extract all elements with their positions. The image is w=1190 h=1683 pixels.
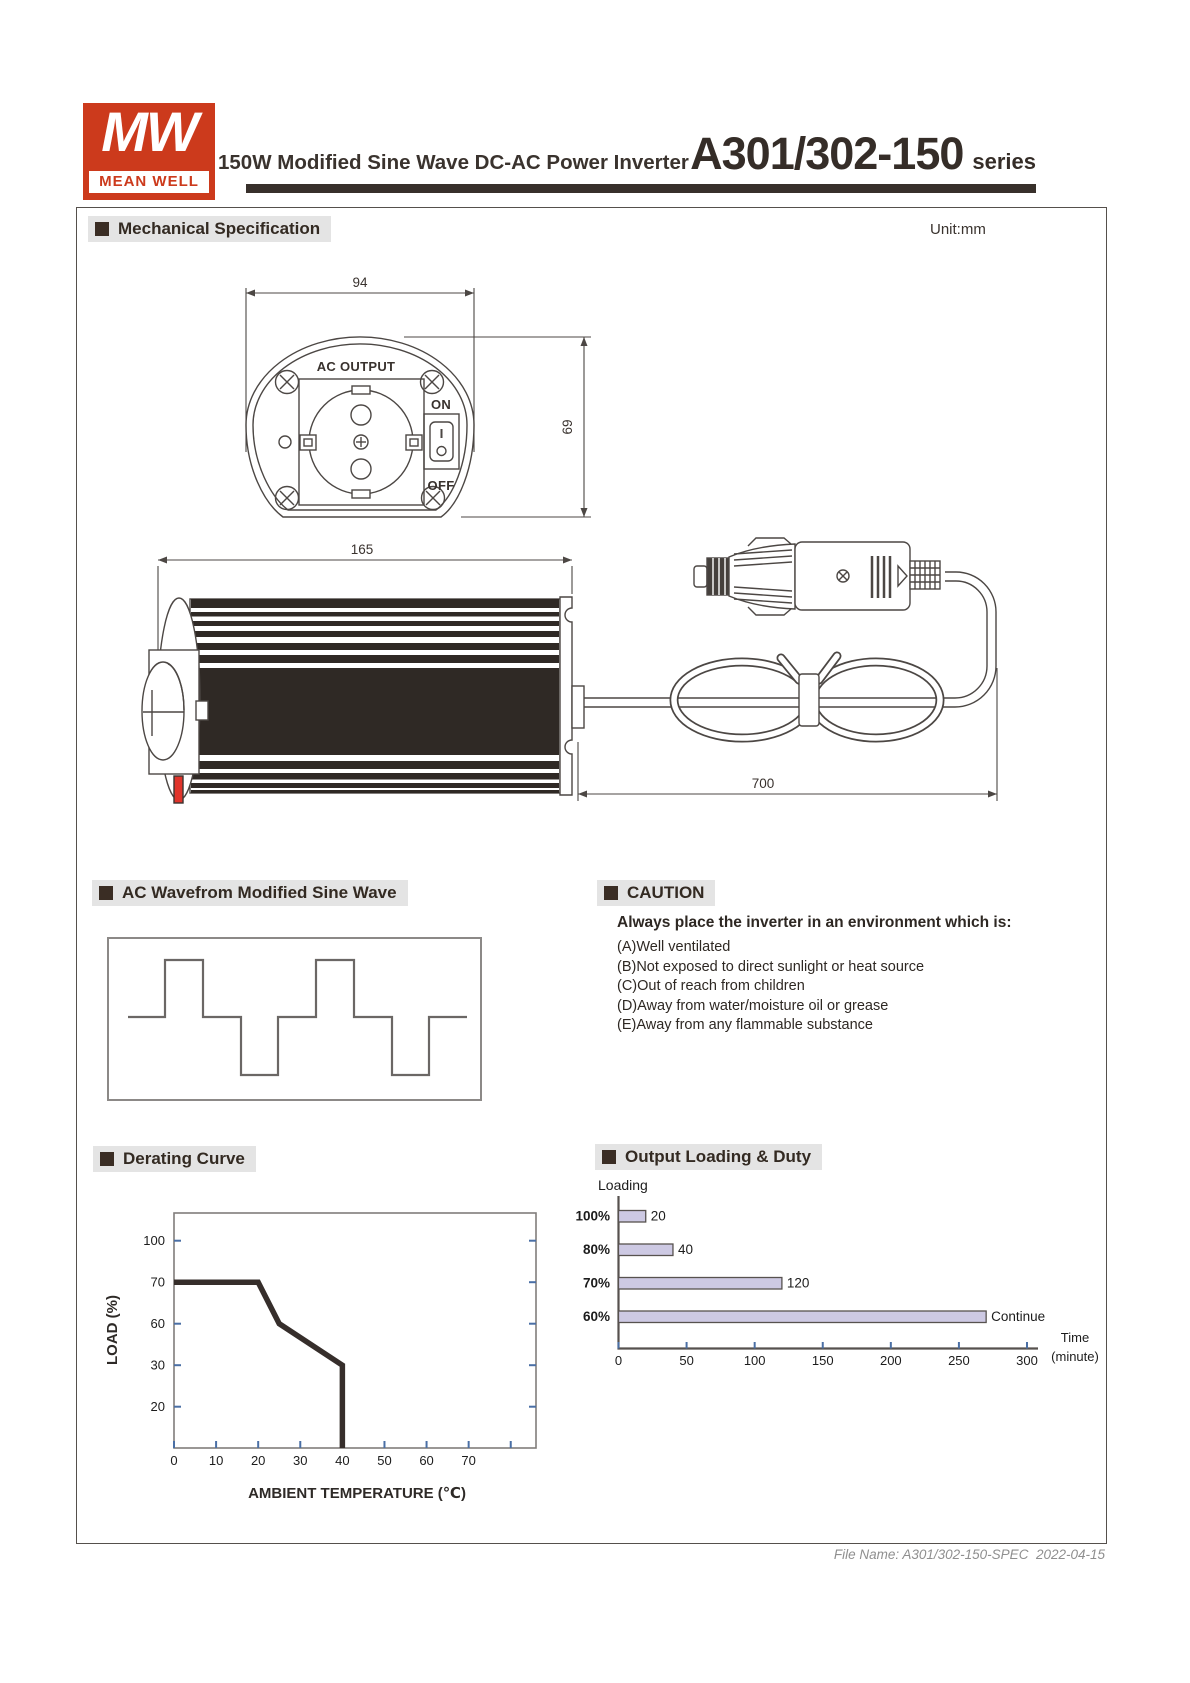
section-ac-waveform: [92, 880, 408, 906]
caution-item: (C)Out of reach from children: [617, 978, 805, 994]
svg-text:70%: 70%: [582, 1275, 610, 1291]
section-output-loading-duty: [595, 1144, 822, 1170]
section-bullet-icon: [95, 222, 109, 236]
svg-text:40: 40: [677, 1242, 693, 1257]
section-mechanical-specification: [88, 216, 331, 242]
svg-text:0: 0: [614, 1353, 623, 1368]
meanwell-logo: [83, 100, 215, 200]
duty-y-axis-label: Loading: [598, 1177, 648, 1193]
section-title: Derating Curve: [123, 1149, 245, 1168]
svg-text:60: 60: [419, 1453, 434, 1468]
switch-off-label: OFF: [427, 478, 455, 493]
section-bullet-icon: [99, 886, 113, 900]
svg-text:80%: 80%: [582, 1242, 610, 1257]
caution-list: [617, 938, 924, 1036]
svg-text:0: 0: [170, 1453, 178, 1468]
section-title: Mechanical Specification: [118, 219, 321, 238]
svg-text:30: 30: [150, 1357, 165, 1373]
caution-intro: Always place the inverter in an environment which is:: [617, 914, 1012, 931]
svg-text:10: 10: [208, 1453, 224, 1468]
dim-body-length: 165: [350, 542, 374, 557]
derating-plot-area: [143, 1233, 536, 1468]
duty-plot-area: [575, 1209, 1045, 1369]
dim-cable-length: 700: [751, 776, 775, 791]
cigarette-lighter-plug: [694, 538, 940, 615]
section-title: Output Loading & Duty: [625, 1147, 812, 1166]
caution-item: (A)Well ventilated: [617, 939, 731, 955]
caution-item: (E)Away from any flammable substance: [617, 1017, 874, 1033]
model-title: [560, 128, 1036, 179]
caution-item: (B)Not exposed to direct sunlight or heat source: [617, 958, 925, 975]
section-title: AC Wavefrom Modified Sine Wave: [122, 883, 397, 902]
meanwell-logo-brand: MEAN WELL: [89, 171, 209, 193]
svg-text:60%: 60%: [582, 1309, 610, 1324]
unit-note: Unit:mm: [930, 221, 986, 238]
derating-x-axis-label: AMBIENT TEMPERATURE (℃): [248, 1485, 466, 1502]
inverter-side-view: [142, 597, 584, 803]
caution-item: (D)Away from water/moisture oil or grease: [617, 997, 889, 1014]
svg-text:50: 50: [377, 1453, 392, 1468]
led-indicator: [174, 776, 183, 803]
svg-text:20: 20: [250, 1453, 266, 1468]
svg-text:250: 250: [948, 1353, 970, 1368]
svg-text:40: 40: [335, 1453, 350, 1468]
svg-text:Continue: Continue: [991, 1309, 1046, 1324]
svg-text:100%: 100%: [575, 1208, 610, 1224]
output-loading-duty-chart: [548, 1168, 1107, 1380]
ac-output-label: AC OUTPUT: [316, 359, 396, 374]
meanwell-logo-mw-icon: MW: [101, 100, 197, 163]
derating-curve-chart: [90, 1185, 570, 1515]
section-bullet-icon: [602, 1150, 616, 1164]
svg-text:100: 100: [743, 1353, 766, 1368]
model-number: A301/302-150: [690, 128, 964, 179]
svg-text:150: 150: [811, 1353, 834, 1368]
document-title: 150W Modified Sine Wave DC-AC Power Inverter: [218, 151, 689, 174]
dim-face-height: 69: [560, 419, 575, 435]
section-bullet-icon: [604, 886, 618, 900]
series-suffix: series: [972, 149, 1036, 174]
svg-text:30: 30: [293, 1453, 308, 1468]
svg-text:60: 60: [150, 1316, 165, 1332]
cable-tie: [799, 674, 819, 726]
footer-filename: File Name: A301/302-150-SPEC 2022-04-15: [833, 1547, 1105, 1562]
svg-text:70: 70: [461, 1453, 476, 1468]
duty-x-axis-label-line1: Time: [1060, 1330, 1090, 1345]
svg-text:200: 200: [879, 1353, 902, 1368]
section-bullet-icon: [100, 1152, 114, 1166]
svg-text:300: 300: [1016, 1353, 1038, 1368]
mechanical-drawing: [76, 240, 1107, 820]
switch-on-label: ON: [430, 397, 452, 412]
section-caution: [597, 880, 715, 906]
power-switch: [424, 414, 459, 469]
section-derating-curve: [93, 1146, 256, 1172]
svg-text:20: 20: [150, 1399, 165, 1415]
svg-text:20: 20: [650, 1208, 666, 1224]
svg-text:50: 50: [679, 1353, 694, 1368]
section-title: CAUTION: [627, 883, 705, 902]
svg-text:100: 100: [143, 1233, 165, 1249]
dim-face-width: 94: [352, 275, 368, 290]
svg-text:70: 70: [150, 1274, 165, 1290]
modified-sine-wave-plot: [100, 930, 490, 1115]
derating-y-axis-label: LOAD (%): [104, 1295, 121, 1365]
header-rule: [246, 184, 1036, 193]
svg-text:120: 120: [786, 1275, 810, 1291]
duty-x-axis-label-line2: (minute): [1051, 1349, 1099, 1364]
